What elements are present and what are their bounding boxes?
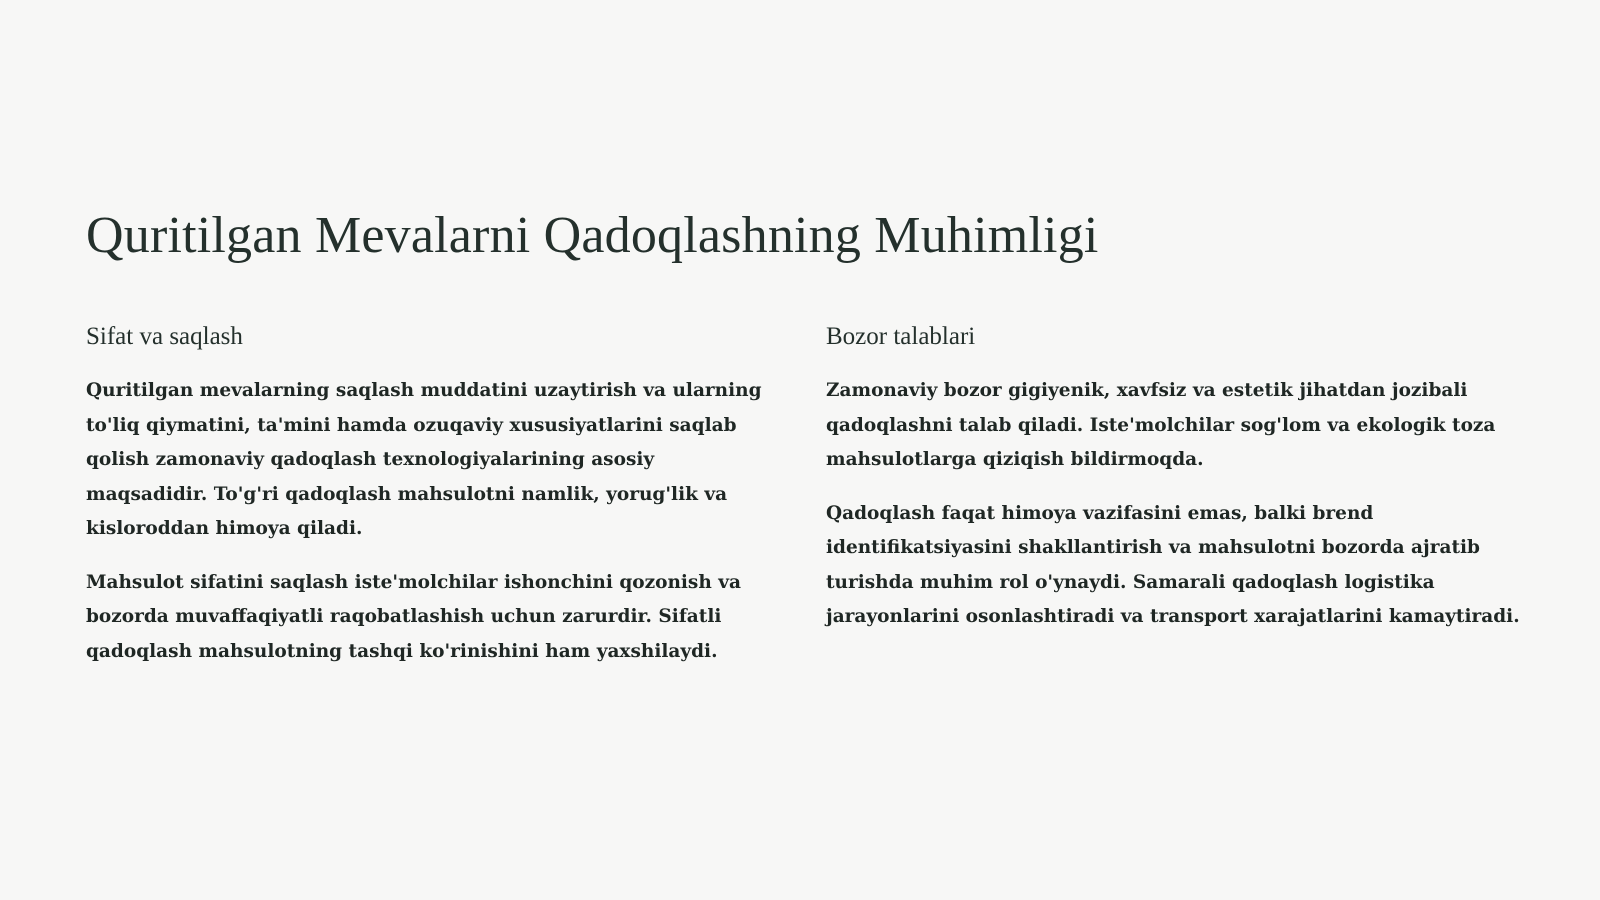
slide-title: Quritilgan Mevalarni Qadoqlashning Muhimligi <box>86 207 1099 264</box>
left-column <box>86 322 776 688</box>
left-column-paragraph-1: Quritilgan mevalarning saqlash muddatini uzaytirish va ularning to'liq qiymatini, ta'mini hamda ozuqaviy xususiyatlarini saqlab qolish zamonaviy qadoqlash texnologiyalarining asosiy maqsadidir. To'g'ri qadoqlash mahsulotni namlik, yorug'lik va kisloroddan himoya qiladi. <box>86 380 762 539</box>
left-column-heading: Sifat va saqlash <box>86 323 243 350</box>
right-column-heading: Bozor talablari <box>826 323 976 350</box>
right-column-paragraph-1: Zamonaviy bozor gigiyenik, xavfsiz va estetik jihatdan jozibali qadoqlashni talab qiladi. Iste'molchilar sog'lom va ekologik toza mahsulotlarga qiziqish bildirmoqda. <box>826 380 1496 470</box>
left-column-paragraph-2: Mahsulot sifatini saqlash iste'molchilar ishonchini qozonish va bozorda muvaffaqiyatli raqobatlashish uchun zarurdir. Sifatli qadoqlash mahsulotning tashqi ko'rinishini ham yaxshilaydi. <box>86 571 741 662</box>
right-column <box>826 322 1526 654</box>
right-column-paragraph-2: Qadoqlash faqat himoya vazifasini emas, balki brend identifikatsiyasini shakllantirish va mahsulotni bozorda ajratib turishda muhim rol o'ynaydi. Samarali qadoqlash logistika jarayonlarini osonlashtiradi va transport xarajatlarini kamaytiradi. <box>826 502 1520 627</box>
